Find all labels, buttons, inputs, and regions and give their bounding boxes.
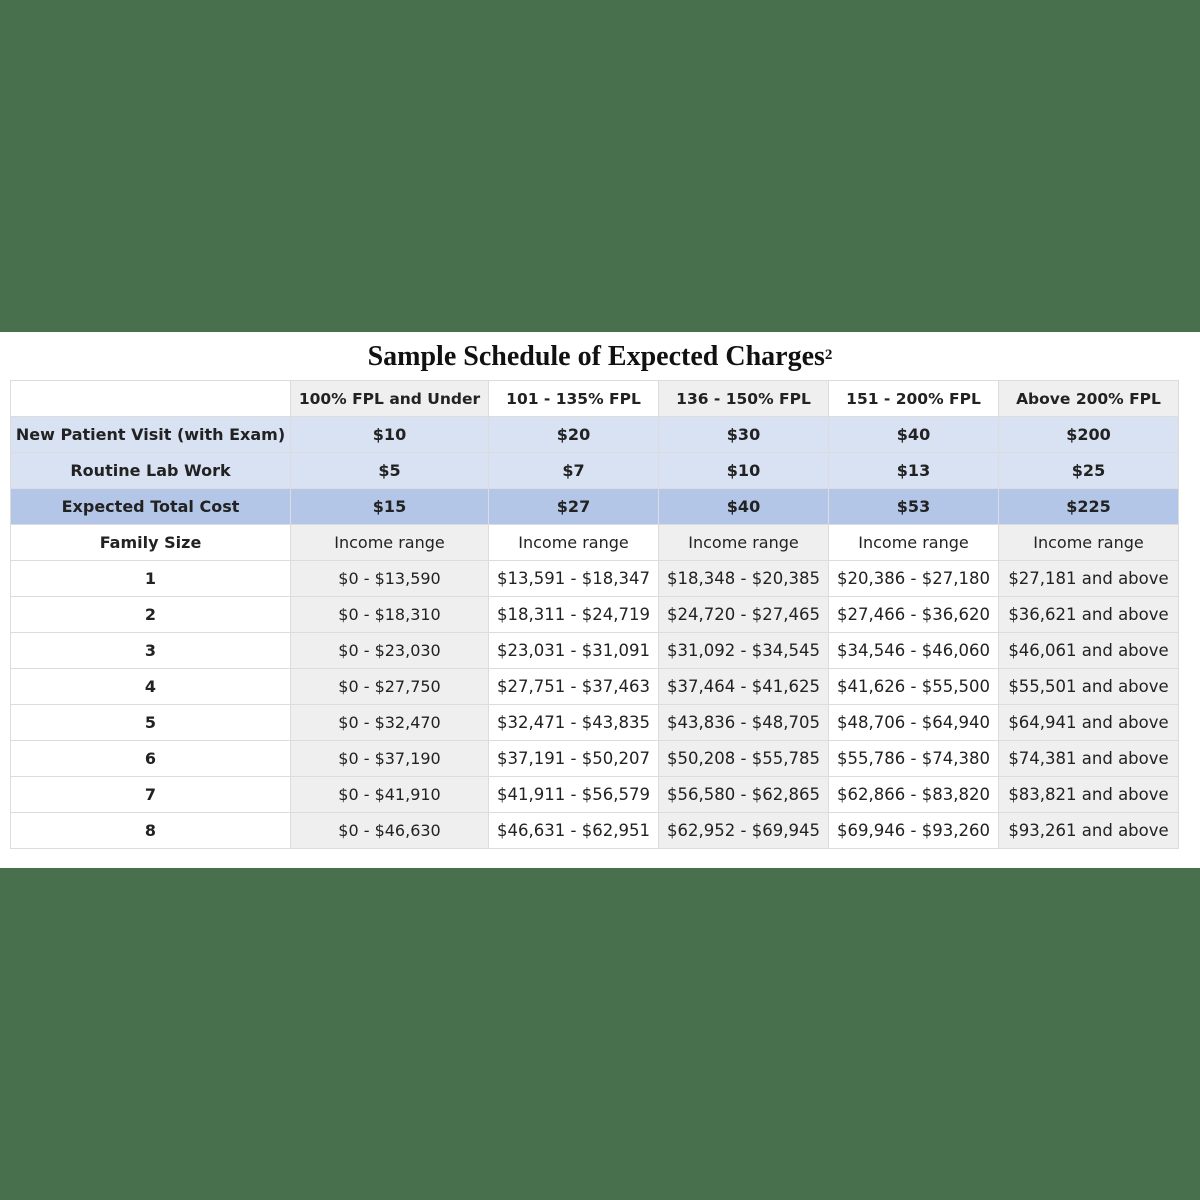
income-cell: $18,348 - $20,385 — [659, 561, 829, 597]
income-cell: $62,866 - $83,820 — [829, 777, 999, 813]
income-cell: $0 - $13,590 — [291, 561, 489, 597]
income-cell: $50,208 - $55,785 — [659, 741, 829, 777]
header-fpl-136-150: 136 - 150% FPL — [659, 381, 829, 417]
income-cell: $69,946 - $93,260 — [829, 813, 999, 849]
income-cell: $56,580 - $62,865 — [659, 777, 829, 813]
income-cell: $0 - $46,630 — [291, 813, 489, 849]
family-size-cell: 1 — [11, 561, 291, 597]
family-size-cell: 7 — [11, 777, 291, 813]
title-text: Sample Schedule of Expected Charges — [367, 341, 825, 372]
family-size-cell: 8 — [11, 813, 291, 849]
header-corner — [11, 381, 291, 417]
income-row — [11, 741, 1179, 777]
income-row — [11, 561, 1179, 597]
header-fpl-100: 100% FPL and Under — [291, 381, 489, 417]
income-cell: $43,836 - $48,705 — [659, 705, 829, 741]
income-cell: $55,786 - $74,380 — [829, 741, 999, 777]
family-size-cell: 4 — [11, 669, 291, 705]
charge-cell: $200 — [999, 417, 1179, 453]
income-range-header: Income range — [829, 525, 999, 561]
income-row — [11, 669, 1179, 705]
charge-cell: $10 — [291, 417, 489, 453]
family-size-header: Family Size — [11, 525, 291, 561]
income-cell: $64,941 and above — [999, 705, 1179, 741]
income-cell: $34,546 - $46,060 — [829, 633, 999, 669]
income-cell: $36,621 and above — [999, 597, 1179, 633]
footnote-marker: 2 — [824, 347, 833, 363]
income-cell: $46,061 and above — [999, 633, 1179, 669]
charge-cell: $20 — [489, 417, 659, 453]
charge-cell: $40 — [659, 489, 829, 525]
income-header-row — [11, 525, 1179, 561]
row-label: Routine Lab Work — [11, 453, 291, 489]
income-range-header: Income range — [659, 525, 829, 561]
charge-cell: $13 — [829, 453, 999, 489]
charge-cell: $225 — [999, 489, 1179, 525]
family-size-cell: 3 — [11, 633, 291, 669]
income-range-header: Income range — [291, 525, 489, 561]
charge-row-lab-work — [11, 453, 1179, 489]
charge-row-total — [11, 489, 1179, 525]
income-cell: $0 - $41,910 — [291, 777, 489, 813]
income-cell: $37,191 - $50,207 — [489, 741, 659, 777]
income-cell: $24,720 - $27,465 — [659, 597, 829, 633]
charge-cell: $7 — [489, 453, 659, 489]
income-cell: $0 - $32,470 — [291, 705, 489, 741]
income-cell: $37,464 - $41,625 — [659, 669, 829, 705]
income-cell: $32,471 - $43,835 — [489, 705, 659, 741]
income-cell: $0 - $27,750 — [291, 669, 489, 705]
charge-cell: $27 — [489, 489, 659, 525]
income-cell: $20,386 - $27,180 — [829, 561, 999, 597]
income-range-header: Income range — [489, 525, 659, 561]
fpl-header-row — [11, 381, 1179, 417]
income-cell: $41,626 - $55,500 — [829, 669, 999, 705]
charge-cell: $30 — [659, 417, 829, 453]
income-row — [11, 597, 1179, 633]
header-fpl-above-200: Above 200% FPL — [999, 381, 1179, 417]
income-cell: $0 - $37,190 — [291, 741, 489, 777]
charges-table — [10, 380, 1179, 849]
header-fpl-151-200: 151 - 200% FPL — [829, 381, 999, 417]
charge-cell: $25 — [999, 453, 1179, 489]
income-cell: $74,381 and above — [999, 741, 1179, 777]
header-fpl-101-135: 101 - 135% FPL — [489, 381, 659, 417]
income-cell: $13,591 - $18,347 — [489, 561, 659, 597]
income-cell: $23,031 - $31,091 — [489, 633, 659, 669]
income-cell: $41,911 - $56,579 — [489, 777, 659, 813]
income-cell: $27,466 - $36,620 — [829, 597, 999, 633]
charge-cell: $5 — [291, 453, 489, 489]
income-cell: $93,261 and above — [999, 813, 1179, 849]
income-cell: $31,092 - $34,545 — [659, 633, 829, 669]
row-label: New Patient Visit (with Exam) — [11, 417, 291, 453]
charge-cell: $53 — [829, 489, 999, 525]
charge-row-new-patient — [11, 417, 1179, 453]
family-size-cell: 6 — [11, 741, 291, 777]
income-row — [11, 705, 1179, 741]
row-label: Expected Total Cost — [11, 489, 291, 525]
income-cell: $0 - $23,030 — [291, 633, 489, 669]
income-cell: $0 - $18,310 — [291, 597, 489, 633]
income-cell: $27,751 - $37,463 — [489, 669, 659, 705]
income-cell: $62,952 - $69,945 — [659, 813, 829, 849]
income-cell: $83,821 and above — [999, 777, 1179, 813]
income-row — [11, 633, 1179, 669]
family-size-cell: 2 — [11, 597, 291, 633]
charge-cell: $40 — [829, 417, 999, 453]
income-cell: $55,501 and above — [999, 669, 1179, 705]
charge-cell: $15 — [291, 489, 489, 525]
income-cell: $48,706 - $64,940 — [829, 705, 999, 741]
income-cell: $27,181 and above — [999, 561, 1179, 597]
family-size-cell: 5 — [11, 705, 291, 741]
income-row — [11, 813, 1179, 849]
income-cell: $18,311 - $24,719 — [489, 597, 659, 633]
income-row — [11, 777, 1179, 813]
income-range-header: Income range — [999, 525, 1179, 561]
income-cell: $46,631 - $62,951 — [489, 813, 659, 849]
page-title — [0, 338, 1200, 376]
charge-cell: $10 — [659, 453, 829, 489]
